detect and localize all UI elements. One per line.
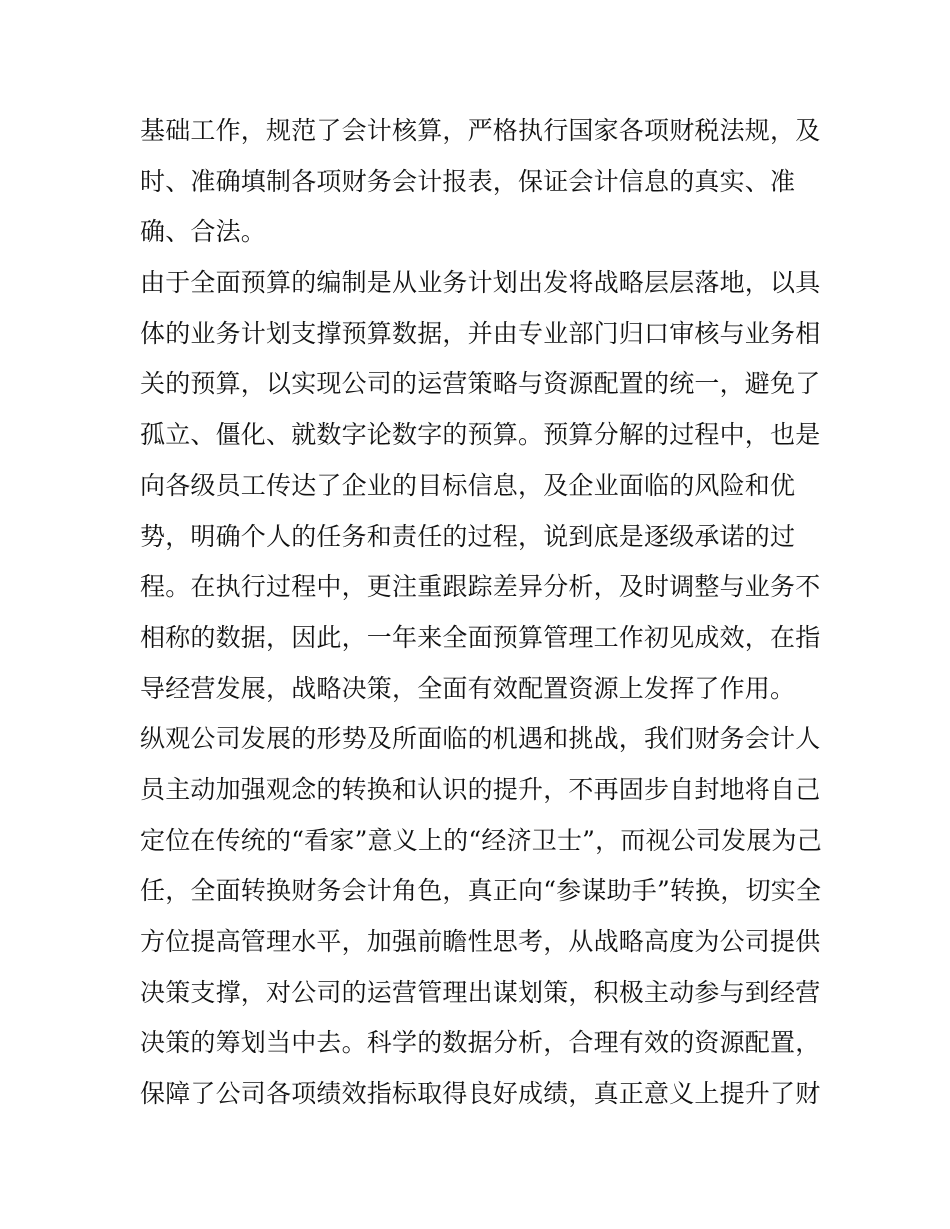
text-line: 相称的数据，因此，一年来全面预算管理工作初见成效，在指: [140, 622, 821, 652]
text-line: 决策的筹划当中去。科学的数据分析，合理有效的资源配置，: [140, 1028, 821, 1058]
text-line: 确、合法。: [140, 217, 267, 247]
document-body: [140, 106, 820, 1120]
text-line: 方位提高管理水平，加强前瞻性思考，从战略高度为公司提供: [140, 927, 821, 956]
text-line: 任，全面转换财务会计角色，真正向“参谋助手”转换，切实全: [140, 876, 822, 906]
text-line: 决策支撑，对公司的运营管理出谋划策，积极主动参与到经营: [140, 977, 821, 1007]
text-line: 时、准确填制各项财务会计报表，保证会计信息的真实、准: [140, 166, 796, 196]
text-line: 势，明确个人的任务和责任的过程，说到底是逐级承诺的过: [140, 521, 796, 551]
text-line: 定位在传统的“看家”意义上的“经济卫士”，而视公司发展为己: [140, 825, 822, 855]
text-line: 保障了公司各项绩效指标取得良好成绩，真正意义上提升了财: [140, 1079, 821, 1109]
text-line: 纵观公司发展的形势及所面临的机遇和挑战，我们财务会计人: [140, 724, 821, 754]
text-line: 孤立、僵化、就数字论数字的预算。预算分解的过程中，也是: [140, 420, 821, 450]
text-line: 向各级员工传达了企业的目标信息，及企业面临的风险和优: [140, 470, 796, 500]
text-line: 由于全面预算的编制是从业务计划出发将战略层层落地，以具: [140, 268, 821, 298]
text-line: 程。在执行过程中，更注重跟踪差异分析，及时调整与业务不: [140, 572, 821, 602]
text-line: 体的业务计划支撑预算数据，并由专业部门归口审核与业务相: [140, 318, 821, 348]
text-line: 员主动加强观念的转换和认识的提升，不再固步自封地将自己: [140, 774, 821, 804]
text-line: 基础工作，规范了会计核算，严格执行国家各项财税法规，及: [140, 116, 821, 145]
text-line: 导经营发展，战略决策，全面有效配置资源上发挥了作用。: [140, 673, 796, 703]
text-line: 关的预算，以实现公司的运营策略与资源配置的统一，避免了: [140, 369, 821, 399]
